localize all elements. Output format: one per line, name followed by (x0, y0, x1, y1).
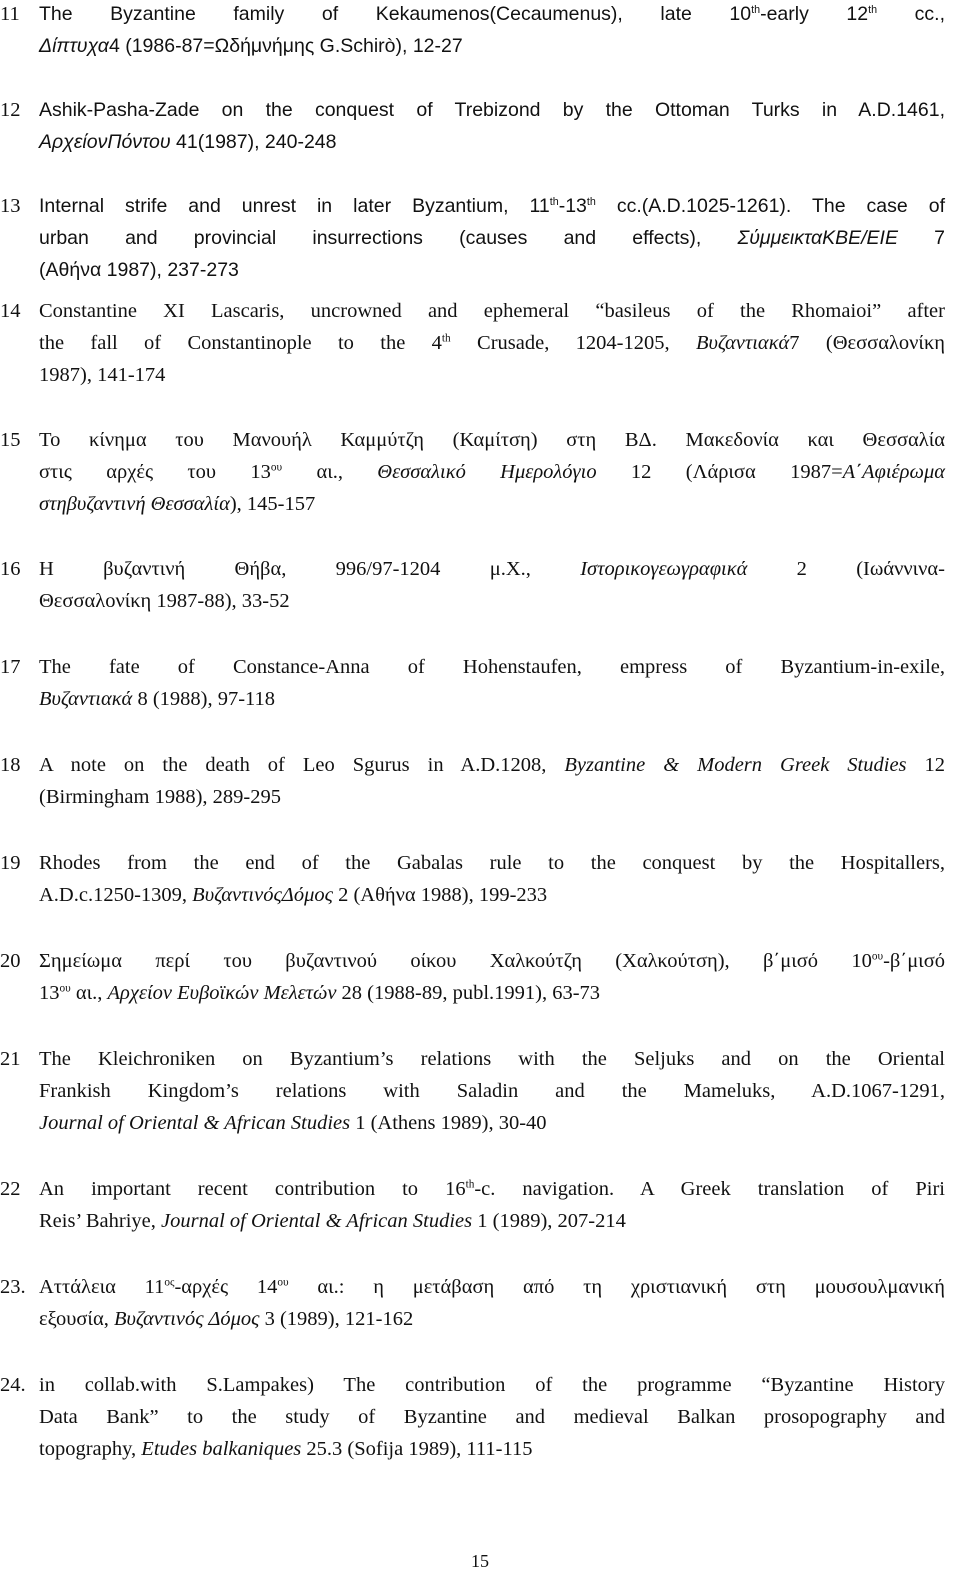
entry-line (39, 977, 945, 1009)
entry-number: 12 (0, 99, 21, 121)
italic-title: ΣύμμεικταΚΒΕ/ΕΙΕ (737, 227, 898, 249)
entry-number: 24. (0, 1374, 26, 1396)
superscript: th (549, 196, 559, 209)
entry-line (39, 1173, 945, 1205)
text-segment: The Kleichroniken on Byzantium’s relations with the Seljuks and on the Oriental (39, 1048, 945, 1070)
text-segment: 1 (1989), 207-214 (472, 1210, 626, 1232)
text-segment: An important recent contribution to 16 (39, 1178, 466, 1200)
text-segment: Reis’ Bahriye, (39, 1210, 162, 1232)
text-segment: 7 (897, 227, 945, 249)
text-segment: the fall of Constantinople to the 4 (39, 332, 442, 354)
text-segment: 2 (Ιωάννινα- (747, 558, 945, 580)
entry-line (39, 1303, 945, 1335)
entry-number: 19 (0, 852, 21, 874)
text-segment: 3 (1989), 121-162 (259, 1308, 414, 1330)
text-segment: Constantine XI Lascaris, uncrowned and ephemeral “basileus of the Rhomaioi” after (39, 300, 945, 322)
text-segment: Data Bank” to the study of Byzantine and medieval Balkan prosopography and (39, 1406, 945, 1428)
text-segment: 12 (906, 754, 946, 776)
text-segment: Rhodes from the end of the Gabalas rule to the conquest by the Hospitallers, (39, 852, 945, 874)
italic-title: στηβυζαντινή Θεσσαλία (39, 493, 230, 515)
entry-line (39, 30, 945, 62)
text-segment: 1987), 141-174 (39, 364, 166, 386)
entry-line (39, 847, 945, 879)
text-segment: 12 (Λάρισα 1987= (596, 461, 843, 483)
text-segment: Αττάλεια 11 (39, 1276, 165, 1298)
entry-line (39, 553, 945, 585)
entry-line (39, 1401, 945, 1433)
text-segment: -αρχές 14 (174, 1276, 278, 1298)
superscript: th (868, 4, 878, 17)
italic-title: Θεσσαλικό Ημερολόγιο (377, 461, 597, 483)
text-segment: 4 (1986-87=Ωδήμνήμης G.Schirò), 12-27 (108, 35, 463, 57)
entry-line (39, 424, 945, 456)
text-segment: αι., (282, 461, 378, 483)
entry-number: 16 (0, 558, 21, 580)
entry-line (39, 327, 945, 359)
entry-line (39, 1205, 945, 1237)
italic-title: Βυζαντιακά (695, 332, 790, 354)
superscript: ου (871, 950, 884, 963)
superscript: ου (270, 461, 283, 474)
text-segment: 2 (Αθήνα 1988), 199-233 (332, 884, 548, 906)
italic-title: Byzantine & Modern Greek Studies (564, 754, 907, 776)
entry-number: 13 (0, 195, 21, 217)
text-segment: 1 (Athens 1989), 30-40 (350, 1112, 547, 1134)
entry-line (39, 222, 945, 254)
entry-line (39, 585, 945, 617)
entry-line (39, 1075, 945, 1107)
entry-line (39, 651, 945, 683)
text-segment: The Byzantine family of Kekaumenos(Cecaumenus), late 10 (39, 3, 752, 25)
text-segment: 7 (Θεσσαλονίκη (789, 332, 946, 354)
superscript: th (465, 1178, 475, 1191)
text-segment: στις αρχές του 13 (39, 461, 271, 483)
italic-title: ΑρχείονΠόντου (39, 131, 171, 153)
entry-number: 22 (0, 1178, 21, 1200)
text-segment: Το κίνημα του Μανουήλ Καμμύτζη (Καμίτση) στη ΒΔ. Μακεδονία και Θεσσαλία (39, 429, 945, 451)
entry-number: 15 (0, 429, 21, 451)
text-segment: urban and provincial insurrections (causes and effects), (39, 227, 738, 249)
text-segment: -c. navigation. A Greek translation of Piri (474, 1178, 946, 1200)
entry-number: 18 (0, 754, 21, 776)
superscript: th (441, 332, 451, 345)
italic-title: Journal of Oriental & African Studies (39, 1112, 351, 1134)
superscript: ου (59, 982, 71, 995)
italic-title: Δίπτυχα (39, 35, 109, 57)
entry-line (39, 683, 945, 715)
italic-title: Αρχείον Ευβοϊκών Μελετών (107, 982, 337, 1004)
entry-line (39, 94, 945, 126)
text-segment: -β΄μισό (883, 950, 945, 972)
text-segment: cc.(A.D.1025-1261). The case of (595, 195, 945, 217)
text-segment: Crusade, 1204-1205, (450, 332, 696, 354)
entry-line (39, 190, 945, 222)
italic-title: Βυζαντινός Δόμος (113, 1308, 260, 1330)
entry-line (39, 1271, 945, 1303)
italic-title: ΒυζαντινόςΔόμος (192, 884, 333, 906)
superscript: th (586, 196, 596, 209)
text-segment: in collab.with S.Lampakes) The contribution of the programme “Byzantine History (39, 1374, 945, 1396)
text-segment: A.D.c.1250-1309, (39, 884, 193, 906)
italic-title: Etudes balkaniques (141, 1438, 302, 1460)
text-segment: A note on the death of Leo Sgurus in A.D.1208, (39, 754, 565, 776)
entry-line (39, 126, 945, 158)
entry-number: 21 (0, 1048, 21, 1070)
entry-line (39, 1369, 945, 1401)
superscript: ος (164, 1276, 175, 1289)
entry-line (39, 1433, 945, 1465)
italic-title: Ιστορικογεωγραφικά (580, 558, 748, 580)
text-segment: 13 (39, 982, 60, 1004)
text-segment: cc., (877, 3, 945, 25)
entry-line (39, 781, 945, 813)
text-segment: αι.: η μετάβαση από τη χριστιανική στη μουσουλμανική (288, 1276, 945, 1298)
entry-line (39, 1107, 945, 1139)
entry-line (39, 295, 945, 327)
entry-line (39, 359, 945, 391)
text-segment: 41(1987), 240-248 (170, 131, 337, 153)
entry-line (39, 0, 945, 30)
entry-line (39, 254, 945, 286)
text-segment: Internal strife and unrest in later Byzantium, 11 (39, 195, 550, 217)
text-segment: Frankish Kingdom’s relations with Saladin and the Mameluks, A.D.1067-1291, (39, 1080, 945, 1102)
text-segment: 8 (1988), 97-118 (132, 688, 276, 710)
text-segment: ), 145-157 (229, 493, 316, 515)
text-segment: (Birmingham 1988), 289-295 (39, 786, 281, 808)
text-segment: -early 12 (760, 3, 869, 25)
entry-number: 17 (0, 656, 21, 678)
superscript: ου (277, 1276, 289, 1289)
text-segment: topography, (39, 1438, 142, 1460)
entry-number: 11 (0, 3, 20, 25)
text-segment: Σημείωμα περί του βυζαντινού οίκου Χαλκούτζη (Χαλκούτση), β΄μισό 10 (39, 950, 872, 972)
text-segment: Ashik-Pasha-Zade on the conquest of Trebizond by the Ottoman Turks in A.D.1461, (39, 99, 945, 121)
italic-title: Journal of Oriental & African Studies (161, 1210, 473, 1232)
text-segment: 28 (1988-89, publ.1991), 63-73 (336, 982, 601, 1004)
entry-number: 23. (0, 1276, 26, 1298)
text-segment: Η βυζαντινή Θήβα, 996/97-1204 μ.Χ., (39, 558, 581, 580)
entry-line (39, 945, 945, 977)
text-segment: 25.3 (Sofija 1989), 111-115 (301, 1438, 533, 1460)
entry-line (39, 1043, 945, 1075)
italic-title: Βυζαντιακά (39, 688, 133, 710)
entry-line (39, 749, 945, 781)
superscript: th (751, 4, 761, 17)
entry-number: 20 (0, 950, 21, 972)
text-segment: εξουσία, (39, 1308, 114, 1330)
text-segment: αι., (70, 982, 108, 1004)
text-segment: -13 (558, 195, 587, 217)
italic-title: Α΄Αφιέρωμα (842, 461, 945, 483)
entry-line (39, 456, 945, 488)
text-segment: The fate of Constance-Anna of Hohenstaufen, empress of Byzantium-in-exile, (39, 656, 945, 678)
entry-line (39, 879, 945, 911)
entry-number: 14 (0, 300, 21, 322)
text-segment: Θεσσαλονίκη 1987-88), 33-52 (39, 590, 290, 612)
text-segment: (Αθήνα 1987), 237-273 (39, 259, 239, 281)
entry-line (39, 488, 945, 520)
page-number: 15 (471, 1551, 489, 1571)
